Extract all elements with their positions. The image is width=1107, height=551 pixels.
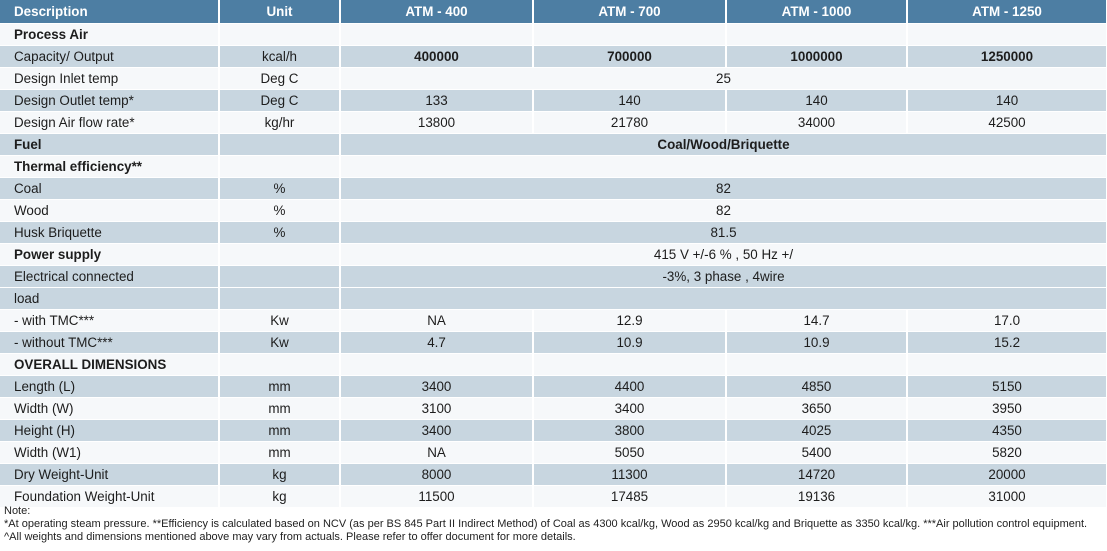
cell-value: 140	[907, 89, 1107, 111]
row-label: Width (W1)	[0, 441, 219, 463]
empty-cell	[907, 353, 1107, 375]
table-row	[0, 67, 1107, 89]
table-row	[0, 375, 1107, 397]
table-row	[0, 23, 1107, 45]
cell-value: 3400	[340, 419, 533, 441]
cell-value: 14720	[726, 463, 907, 485]
row-label: Width (W)	[0, 397, 219, 419]
footnote-title: Note:	[4, 505, 31, 517]
cell-value: 3800	[533, 419, 726, 441]
row-label: Wood	[0, 199, 219, 221]
cell-value: 21780	[533, 111, 726, 133]
row-unit: Deg C	[219, 67, 340, 89]
empty-cell	[219, 265, 340, 287]
table-row	[0, 265, 1107, 287]
row-unit: Kw	[219, 331, 340, 353]
cell-value: 20000	[907, 463, 1107, 485]
table-row	[0, 45, 1107, 67]
cell-value: 19136	[726, 485, 907, 507]
cell-value: 140	[533, 89, 726, 111]
empty-cell	[219, 133, 340, 155]
header-atm-1000: ATM - 1000	[726, 0, 907, 23]
row-unit: mm	[219, 441, 340, 463]
row-label: Fuel	[0, 133, 219, 155]
row-unit: kg	[219, 485, 340, 507]
table-row	[0, 309, 1107, 331]
table-row	[0, 353, 1107, 375]
empty-cell	[219, 243, 340, 265]
empty-cell	[726, 353, 907, 375]
table-row	[0, 463, 1107, 485]
cell-value: 82	[340, 199, 1107, 221]
cell-value: NA	[340, 441, 533, 463]
cell-value: 10.9	[533, 331, 726, 353]
empty-cell	[533, 353, 726, 375]
empty-cell	[340, 155, 1107, 177]
row-unit: mm	[219, 375, 340, 397]
row-unit: kg/hr	[219, 111, 340, 133]
table-row	[0, 221, 1107, 243]
cell-value: 4350	[907, 419, 1107, 441]
row-label: Capacity/ Output	[0, 45, 219, 67]
section-process-air: Process Air	[0, 23, 219, 45]
section-overall-dimensions: OVERALL DIMENSIONS	[0, 353, 219, 375]
cell-value: 5820	[907, 441, 1107, 463]
cell-value: 3650	[726, 397, 907, 419]
row-unit: Deg C	[219, 89, 340, 111]
table-header-row	[0, 0, 1107, 23]
row-label: Length (L)	[0, 375, 219, 397]
table-row	[0, 89, 1107, 111]
row-label: Power supply	[0, 243, 219, 265]
cell-value: 10.9	[726, 331, 907, 353]
row-label: Design Air flow rate*	[0, 111, 219, 133]
cell-value: 400000	[340, 45, 533, 67]
cell-value: 34000	[726, 111, 907, 133]
row-label: Dry Weight-Unit	[0, 463, 219, 485]
cell-value: 17.0	[907, 309, 1107, 331]
row-label: Coal	[0, 177, 219, 199]
cell-value: 415 V +/-6 % , 50 Hz +/	[340, 243, 1107, 265]
cell-value: 82	[340, 177, 1107, 199]
table-row	[0, 111, 1107, 133]
cell-value: 42500	[907, 111, 1107, 133]
cell-value: 140	[726, 89, 907, 111]
cell-value: 5050	[533, 441, 726, 463]
row-label: Design Inlet temp	[0, 67, 219, 89]
cell-value: 1250000	[907, 45, 1107, 67]
footnote-text: *At operating steam pressure. **Efficiency is calculated based on NCV (as per BS 845 Part II Indirect Method) of Coal as 4300 kcal/kg, Wood as 2950 kcal/kg and Briquette as 3350 kcal/kg. ***Air pollution control equipment. ^All weights and dimensions mentioned above may vary from actuals. Please refer to offer document for more details.	[4, 518, 1088, 543]
cell-value: 3100	[340, 397, 533, 419]
cell-value: 4400	[533, 375, 726, 397]
empty-cell	[340, 287, 1107, 309]
cell-value: 14.7	[726, 309, 907, 331]
cell-value: 15.2	[907, 331, 1107, 353]
empty-cell	[533, 23, 726, 45]
table-row	[0, 441, 1107, 463]
cell-value: 12.9	[533, 309, 726, 331]
cell-value: 1000000	[726, 45, 907, 67]
row-label: Height (H)	[0, 419, 219, 441]
table-row	[0, 485, 1107, 507]
cell-value: 5400	[726, 441, 907, 463]
cell-value: 8000	[340, 463, 533, 485]
cell-value: -3%, 3 phase , 4wire	[340, 265, 1107, 287]
row-unit: %	[219, 199, 340, 221]
cell-value: 3400	[340, 375, 533, 397]
cell-value: 17485	[533, 485, 726, 507]
empty-cell	[219, 353, 340, 375]
cell-value: 31000	[907, 485, 1107, 507]
row-unit: %	[219, 177, 340, 199]
table-row	[0, 419, 1107, 441]
empty-cell	[340, 353, 533, 375]
table-row	[0, 287, 1107, 309]
cell-value: Coal/Wood/Briquette	[340, 133, 1107, 155]
empty-cell	[907, 23, 1107, 45]
footnote	[4, 505, 1099, 544]
cell-value: 11500	[340, 485, 533, 507]
cell-value: 4025	[726, 419, 907, 441]
table-row	[0, 199, 1107, 221]
cell-value: 3400	[533, 397, 726, 419]
row-label: Electrical connected	[0, 265, 219, 287]
row-label: Design Outlet temp*	[0, 89, 219, 111]
header-description: Description	[0, 0, 219, 23]
cell-value: 4850	[726, 375, 907, 397]
header-atm-700: ATM - 700	[533, 0, 726, 23]
cell-value: 11300	[533, 463, 726, 485]
cell-value: 133	[340, 89, 533, 111]
cell-value: 3950	[907, 397, 1107, 419]
table-row	[0, 331, 1107, 353]
header-unit: Unit	[219, 0, 340, 23]
cell-value: 4.7	[340, 331, 533, 353]
row-unit: mm	[219, 419, 340, 441]
cell-value: NA	[340, 309, 533, 331]
cell-value: 13800	[340, 111, 533, 133]
row-unit: kg	[219, 463, 340, 485]
empty-cell	[219, 23, 340, 45]
table-row	[0, 177, 1107, 199]
row-unit: kcal/h	[219, 45, 340, 67]
row-label: - without TMC***	[0, 331, 219, 353]
row-unit: mm	[219, 397, 340, 419]
table-row	[0, 397, 1107, 419]
table-row	[0, 155, 1107, 177]
row-unit: Kw	[219, 309, 340, 331]
header-atm-400: ATM - 400	[340, 0, 533, 23]
row-label: Husk Briquette	[0, 221, 219, 243]
cell-value: 700000	[533, 45, 726, 67]
row-label: - with TMC***	[0, 309, 219, 331]
cell-value: 81.5	[340, 221, 1107, 243]
cell-value: 5150	[907, 375, 1107, 397]
cell-value: 25	[340, 67, 1107, 89]
header-atm-1250: ATM - 1250	[907, 0, 1107, 23]
empty-cell	[726, 23, 907, 45]
empty-cell	[219, 155, 340, 177]
row-label: Foundation Weight-Unit	[0, 485, 219, 507]
row-unit: %	[219, 221, 340, 243]
empty-cell	[219, 287, 340, 309]
table-row	[0, 133, 1107, 155]
table-row	[0, 243, 1107, 265]
section-thermal-efficiency: Thermal efficiency**	[0, 155, 219, 177]
row-label: load	[0, 287, 219, 309]
empty-cell	[340, 23, 533, 45]
